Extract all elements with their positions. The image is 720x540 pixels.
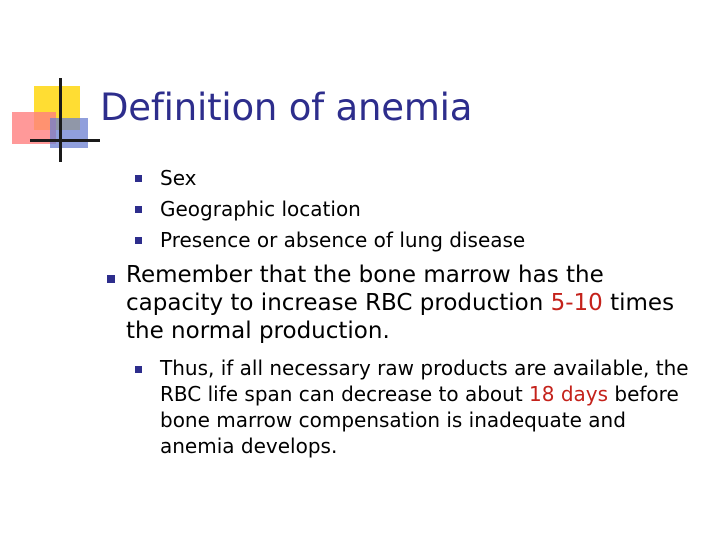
sub-bullet-list — [0, 164, 720, 257]
square-bullet-icon — [135, 237, 142, 244]
sub-bullet-2-text-part: before bone marrow compensation is inadequate and anemia develops. — [160, 382, 679, 458]
sub-bullet-2-text — [160, 355, 700, 459]
main-bullet-text-part: Remember that the bone marrow has the capacity to increase RBC production — [126, 262, 604, 316]
main-bullet-text-part: times the normal production. — [126, 290, 675, 344]
main-bullet-text — [126, 261, 686, 345]
square-bullet-icon — [135, 175, 142, 182]
list-item — [0, 226, 720, 257]
slide-title: Definition of anemia — [100, 86, 473, 129]
square-bullet-icon — [135, 206, 142, 213]
sub-bullet-text: Geographic location — [160, 197, 361, 221]
highlight-text: 5-10 — [550, 290, 603, 316]
square-bullet-icon — [135, 366, 142, 373]
sub-bullet-text: Presence or absence of lung disease — [160, 228, 526, 252]
highlight-text: 18 days — [529, 382, 609, 406]
list-item — [0, 164, 720, 195]
sub-bullet-2-text-part: Thus, if all necessary raw products are available, the RBC life span can decrease to about — [160, 356, 689, 406]
square-bullet-icon — [107, 275, 115, 283]
list-item — [0, 195, 720, 226]
sub-bullet-text: Sex — [160, 166, 197, 190]
logo-blue-square — [50, 118, 88, 148]
logo-horizontal-line — [30, 139, 100, 142]
slide-logo-decoration — [0, 0, 110, 170]
logo-vertical-line — [59, 78, 62, 162]
